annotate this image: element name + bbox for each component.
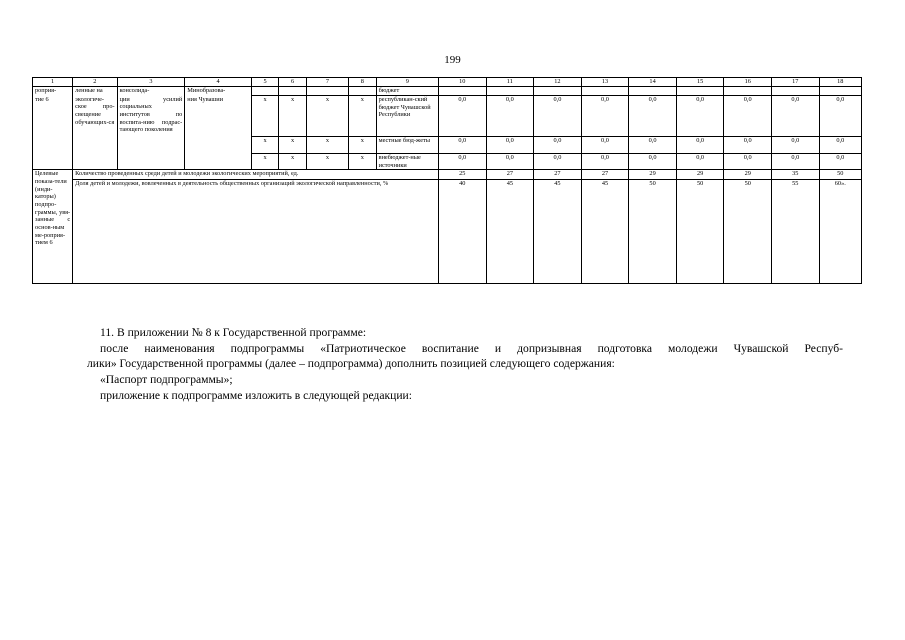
source-cell: местные бюд-жеты [376, 137, 438, 154]
paragraph: 11. В приложении № 8 к Государственной программе: [100, 326, 367, 339]
value-cell: 45 [534, 180, 582, 284]
value-cell: 0,0 [534, 137, 582, 154]
value-cell: 40 [438, 180, 486, 284]
value-cell: 0,0 [772, 137, 820, 154]
value-cell: 0,0 [438, 154, 486, 170]
code-cell: x [306, 137, 348, 154]
value-cell: 0,0 [486, 137, 534, 154]
value-cell: 25 [438, 170, 486, 180]
col-header: 7 [306, 78, 348, 87]
value-cell: 0,0 [629, 137, 677, 154]
paragraph: «Паспорт подпрограммы»; [100, 373, 233, 387]
value-cell: 0,0 [486, 154, 534, 170]
col-header: 16 [724, 78, 772, 87]
value-cell: 50 [629, 180, 677, 284]
col-header: 17 [772, 78, 820, 87]
col-header: 13 [581, 78, 629, 87]
value-cell: 0,0 [581, 154, 629, 170]
code-cell: x [306, 96, 348, 137]
value-cell: 0,0 [486, 96, 534, 137]
task-cell: ции усилий социальных институтов по воспита-нию подрас-тающего поколения [117, 96, 185, 170]
value-cell: 0,0 [581, 137, 629, 154]
paragraph: приложение к подпрограмме изложить в следующей редакции: [100, 388, 412, 402]
code-cell: x [349, 96, 376, 137]
value-cell: 0,0 [724, 96, 772, 137]
targets-label-cell: Целевые показа-тели (инди-каторы) подпро-граммы, увя-занные с основ-ным ме-роприя-тием 6 [33, 170, 73, 284]
value-cell: 27 [581, 170, 629, 180]
value-cell: 29 [629, 170, 677, 180]
code-cell: x [279, 96, 306, 137]
table-row [33, 87, 862, 96]
value-cell: 50 [724, 180, 772, 284]
table-header-row [33, 78, 862, 87]
source-cell: республикан-ский бюджет Чувашской Республики [376, 96, 438, 137]
event-label-cell: роприя- [33, 87, 73, 96]
code-cell: x [279, 137, 306, 154]
value-cell: 0,0 [819, 137, 861, 154]
paragraph: после наименования подпрограммы «Патриотическое воспитание и допризывная подготовка молодежи Чувашской Респуб- [100, 341, 843, 355]
value-cell: 0,0 [819, 154, 861, 170]
task-cell: консолида- [117, 87, 185, 96]
value-cell: 45 [486, 180, 534, 284]
page-number: 199 [444, 54, 461, 66]
value-cell: 0,0 [724, 154, 772, 170]
code-cell: x [251, 96, 278, 137]
col-header: 4 [185, 78, 252, 87]
event-label-cell: тие 6 [33, 96, 73, 170]
value-cell: 0,0 [819, 96, 861, 137]
value-cell: 29 [724, 170, 772, 180]
col-header: 5 [251, 78, 278, 87]
col-header: 12 [534, 78, 582, 87]
value-cell: 0,0 [629, 154, 677, 170]
col-header: 18 [819, 78, 861, 87]
col-header: 3 [117, 78, 185, 87]
value-cell: 0,0 [581, 96, 629, 137]
code-cell: x [306, 154, 348, 170]
value-cell: 0,0 [676, 96, 724, 137]
col-header: 1 [33, 78, 73, 87]
col-header: 15 [676, 78, 724, 87]
table-row [33, 96, 862, 137]
value-cell: 50 [676, 180, 724, 284]
code-cell: x [251, 154, 278, 170]
value-cell: 55 [772, 180, 820, 284]
col-header: 14 [629, 78, 677, 87]
code-cell: x [349, 137, 376, 154]
executor-cell: ния Чувашии [185, 96, 252, 170]
code-cell: x [349, 154, 376, 170]
code-cell: x [251, 137, 278, 154]
value-cell: 29 [676, 170, 724, 180]
value-cell: 50 [819, 170, 861, 180]
col-header: 6 [279, 78, 306, 87]
value-cell: 27 [486, 170, 534, 180]
indicator-name-cell: Количество проведенных среди детей и молодежи экологических мероприятий, ед. [73, 170, 439, 180]
col-header: 8 [349, 78, 376, 87]
value-cell: 0,0 [629, 96, 677, 137]
value-cell: 0,0 [724, 137, 772, 154]
col-header: 11 [486, 78, 534, 87]
col-header: 2 [73, 78, 117, 87]
value-cell: 0,0 [676, 137, 724, 154]
body-text [87, 325, 843, 404]
value-cell: 0,0 [438, 137, 486, 154]
program-table [32, 77, 862, 284]
value-cell: 45 [581, 180, 629, 284]
col-header: 10 [438, 78, 486, 87]
value-cell: 60». [819, 180, 861, 284]
col-header: 9 [376, 78, 438, 87]
goal-cell: ленные на [73, 87, 117, 96]
value-cell: 35 [772, 170, 820, 180]
paragraph-continuation: лики» Государственной программы (далее – подпрограмма) дополнить позицией следующего содержания: [87, 357, 615, 371]
value-cell: 0,0 [772, 96, 820, 137]
executor-cell: Минобразова- [185, 87, 252, 96]
value-cell: 27 [534, 170, 582, 180]
value-cell: 0,0 [534, 96, 582, 137]
code-cell: x [279, 154, 306, 170]
goal-cell: экологиче-ское про-свещение обучающих-ся [73, 96, 117, 170]
indicator-name-cell: Доля детей и молодежи, вовлеченных в деятельность общественных организаций экологической направленности, % [73, 180, 439, 284]
value-cell: 0,0 [534, 154, 582, 170]
value-cell: 0,0 [772, 154, 820, 170]
value-cell: 0,0 [676, 154, 724, 170]
table-row [33, 170, 862, 180]
source-cell: внебюджет-ные источники [376, 154, 438, 170]
source-cell: бюджет [376, 87, 438, 96]
table-row [33, 180, 862, 284]
value-cell: 0,0 [438, 96, 486, 137]
